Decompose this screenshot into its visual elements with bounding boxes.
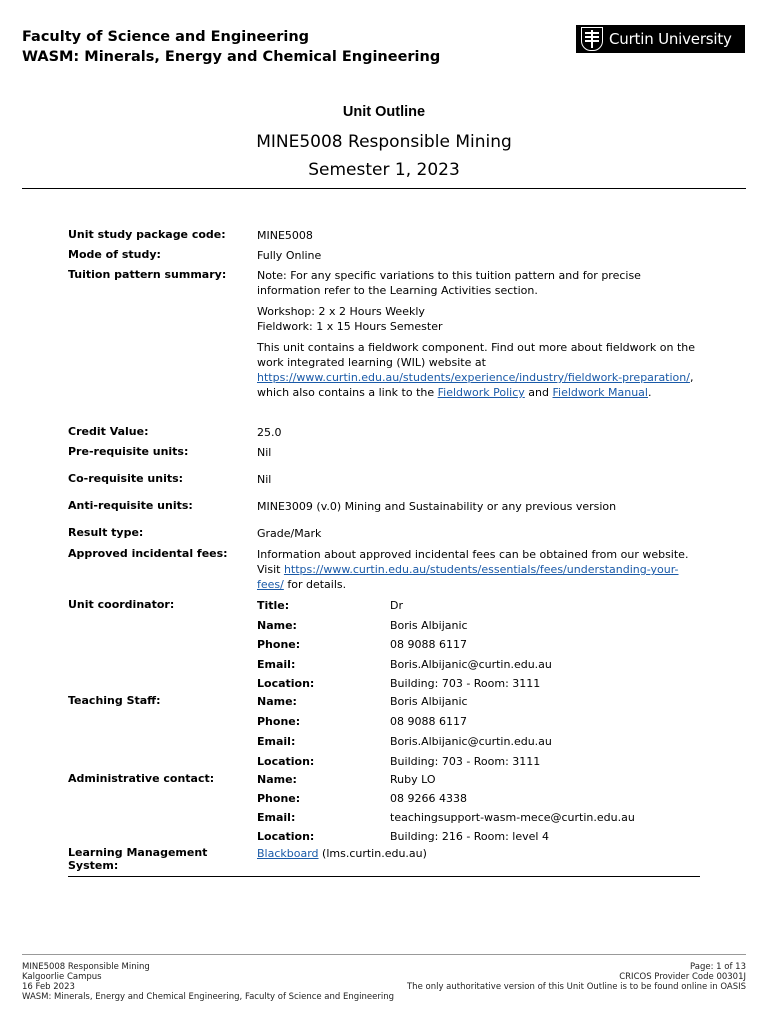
teaching-location-value: Building: 703 - Room: 3111 (390, 755, 541, 768)
row-admin-contact (68, 772, 700, 846)
row-tuition (68, 268, 700, 425)
teaching-staff-contact (257, 694, 700, 772)
label-code: Unit study package code: (68, 228, 226, 241)
value-mode: Fully Online (257, 249, 322, 262)
value-result: Grade/Mark (257, 527, 322, 540)
coordinator-title-key: Title: (257, 599, 290, 612)
fieldwork-hours: Fieldwork: 1 x 15 Hours Semester (257, 320, 443, 333)
admin-location-value: Building: 216 - Room: level 4 (390, 830, 549, 843)
teaching-name-key: Name: (257, 695, 297, 708)
footer-authoritative-note: The only authoritative version of this Unit Outline is to be found online in OASIS (406, 982, 746, 992)
fieldwork-policy-link[interactable]: Fieldwork Policy (437, 386, 525, 399)
row-coreq (68, 472, 700, 499)
teaching-location-key: Location: (257, 755, 315, 768)
workshop-hours: Workshop: 2 x 2 Hours Weekly (257, 305, 425, 318)
doc-type-title: Unit Outline (342, 104, 426, 120)
wil-website-link[interactable]: https://www.curtin.edu.au/students/experience/industry/fieldwork-preparation/ (257, 371, 690, 384)
footer-right (407, 962, 746, 992)
value-antireq: MINE3009 (v.0) Mining and Sustainability or any previous version (257, 500, 617, 513)
school-name: WASM: Minerals, Energy and Chemical Engineering (22, 49, 441, 65)
footer-unit-name: MINE5008 Responsible Mining (22, 962, 150, 972)
label-result: Result type: (68, 526, 144, 539)
fieldwork-end: . (647, 386, 652, 399)
teaching-email-key: Email: (257, 735, 296, 748)
row-credit (68, 425, 700, 445)
label-admin-contact: Administrative contact: (68, 772, 215, 785)
value-lms (257, 846, 700, 872)
title-divider (22, 188, 746, 189)
footer-school: WASM: Minerals, Energy and Chemical Engineering, Faculty of Science and Engineering (22, 992, 394, 1002)
label-antireq: Anti-requisite units: (68, 499, 193, 512)
fieldwork-info (257, 340, 700, 400)
footer-campus: Kalgoorlie Campus (22, 972, 102, 982)
footer-date: 16 Feb 2023 (22, 982, 75, 992)
coordinator-phone-value: 08 9088 6117 (390, 638, 467, 652)
admin-phone-key: Phone: (257, 792, 301, 805)
admin-contact (257, 772, 700, 846)
value-fees (257, 547, 700, 598)
label-lms: Learning Management System: (68, 846, 208, 872)
teaching-phone-key: Phone: (257, 715, 301, 728)
fieldwork-and: and (524, 386, 553, 399)
label-credit: Credit Value: (68, 425, 149, 438)
label-teaching-staff: Teaching Staff: (68, 694, 161, 707)
unit-details-table (68, 228, 700, 877)
footer-cricos: CRICOS Provider Code 00301J (619, 972, 746, 982)
fees-text: Information about approved incidental fees can be obtained from our website. Visit (257, 548, 689, 576)
semester-title: Semester 1, 2023 (308, 160, 460, 180)
value-credit: 25.0 (257, 426, 282, 439)
unit-title: MINE5008 Responsible Mining (256, 132, 512, 152)
row-prereq (68, 445, 700, 472)
coordinator-name-value: Boris Albijanic (390, 618, 468, 632)
row-fees (68, 547, 700, 598)
row-code (68, 228, 700, 248)
label-mode: Mode of study: (68, 248, 161, 261)
value-code: MINE5008 (257, 229, 313, 242)
row-mode (68, 248, 700, 268)
footer-divider (22, 954, 746, 955)
admin-phone-value: 08 9266 4338 (390, 792, 467, 805)
coordinator-location-value: Building: 703 - Room: 3111 (390, 677, 541, 691)
admin-name-value: Ruby LO (390, 773, 436, 786)
row-result (68, 526, 700, 547)
fees-website-link[interactable]: https://www.curtin.edu.au/students/essentials/fees/understanding-your-fees/ (257, 563, 679, 591)
crest-icon (581, 27, 603, 51)
label-fees: Approved incidental fees: (68, 547, 228, 560)
coordinator-name-key: Name: (257, 618, 297, 632)
value-prereq: Nil (257, 446, 272, 459)
curtin-logo (576, 25, 745, 53)
row-coordinator (68, 598, 700, 694)
coordinator-email-key: Email: (257, 657, 296, 671)
teaching-phone-value: 08 9088 6117 (390, 715, 467, 728)
row-teaching-staff (68, 694, 700, 772)
teaching-email-value: Boris.Albijanic@curtin.edu.au (390, 735, 552, 748)
table-bottom-divider (68, 876, 700, 877)
label-prereq: Pre-requisite units: (68, 445, 189, 458)
lms-url-text: (lms.curtin.edu.au) (318, 847, 427, 860)
admin-location-key: Location: (257, 830, 315, 843)
row-lms (68, 846, 700, 872)
row-antireq (68, 499, 700, 526)
fieldwork-text-2: , which also contains a link to the (257, 371, 694, 399)
tuition-note: Note: For any specific variations to this tuition pattern and for precise information refer to the Learning Activities section. (257, 269, 641, 297)
label-coreq: Co-requisite units: (68, 472, 184, 485)
admin-email-key: Email: (257, 811, 296, 824)
coordinator-contact (257, 598, 700, 694)
teaching-name-value: Boris Albijanic (390, 695, 468, 708)
value-coreq: Nil (257, 473, 272, 486)
fieldwork-manual-link[interactable]: Fieldwork Manual (552, 386, 648, 399)
coordinator-phone-key: Phone: (257, 638, 301, 652)
fees-text-2: for details. (283, 578, 347, 591)
footer-left (22, 962, 394, 1002)
faculty-header (22, 27, 440, 67)
blackboard-link[interactable]: Blackboard (257, 847, 319, 860)
tuition-hours (257, 304, 700, 334)
coordinator-location-key: Location: (257, 677, 315, 691)
coordinator-title-value: Dr (390, 599, 403, 612)
footer-page-number: Page: 1 of 13 (690, 962, 746, 972)
logo-text: Curtin University (609, 29, 732, 48)
coordinator-email-value: Boris.Albijanic@curtin.edu.au (390, 657, 552, 671)
admin-email-value: teachingsupport-wasm-mece@curtin.edu.au (390, 811, 635, 824)
label-coordinator: Unit coordinator: (68, 598, 175, 611)
faculty-name: Faculty of Science and Engineering (22, 29, 310, 45)
fieldwork-text: This unit contains a fieldwork component. Find out more about fieldwork on the work integrated learning (WIL) website at (257, 341, 696, 369)
admin-name-key: Name: (257, 773, 297, 786)
label-tuition: Tuition pattern summary: (68, 268, 227, 281)
value-tuition (257, 268, 700, 425)
